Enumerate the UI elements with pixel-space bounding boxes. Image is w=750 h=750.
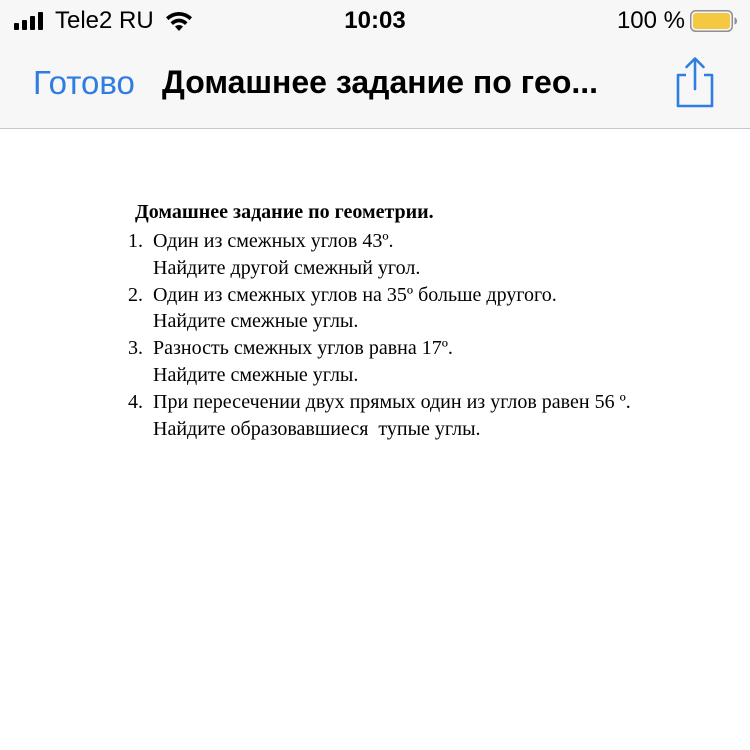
task-number: 1.: [128, 230, 143, 252]
document-view: [0, 129, 750, 750]
share-icon: [672, 54, 718, 110]
battery-icon: [690, 10, 738, 32]
top-area: [0, 0, 750, 129]
list-item: [128, 335, 631, 389]
battery-percent: 100 %: [616, 7, 685, 34]
status-time: 10:03: [344, 7, 406, 34]
task-question: Найдите образовавшиеся тупые углы.: [153, 417, 481, 440]
carrier-name: Tele2 RU: [55, 7, 154, 34]
task-question: Найдите смежные углы.: [153, 363, 359, 386]
done-button[interactable]: Готово: [33, 64, 135, 101]
task-text: Разность смежных углов равна 17º.: [153, 337, 453, 360]
document-heading: Домашнее задание по геометрии.: [135, 201, 434, 223]
task-number: 3.: [128, 337, 143, 360]
status-bar: [0, 0, 750, 42]
task-text: Один из смежных углов на 35º больше другого.: [153, 283, 557, 306]
task-number: 2.: [128, 283, 143, 306]
task-text: При пересечении двух прямых один из углов равен 56 º.: [153, 390, 631, 413]
task-text: Один из смежных углов 43º.: [153, 230, 394, 252]
task-number: 4.: [128, 390, 143, 413]
task-question: Найдите смежные углы.: [153, 310, 359, 333]
list-item: [128, 228, 631, 282]
list-item: [128, 282, 631, 336]
task-question: Найдите другой смежный угол.: [153, 256, 421, 279]
task-list: [128, 228, 631, 442]
navigation-bar: [0, 42, 750, 128]
share-button[interactable]: [672, 54, 718, 110]
list-item: [128, 389, 631, 443]
document-title: Домашнее задание по гео...: [162, 64, 599, 100]
